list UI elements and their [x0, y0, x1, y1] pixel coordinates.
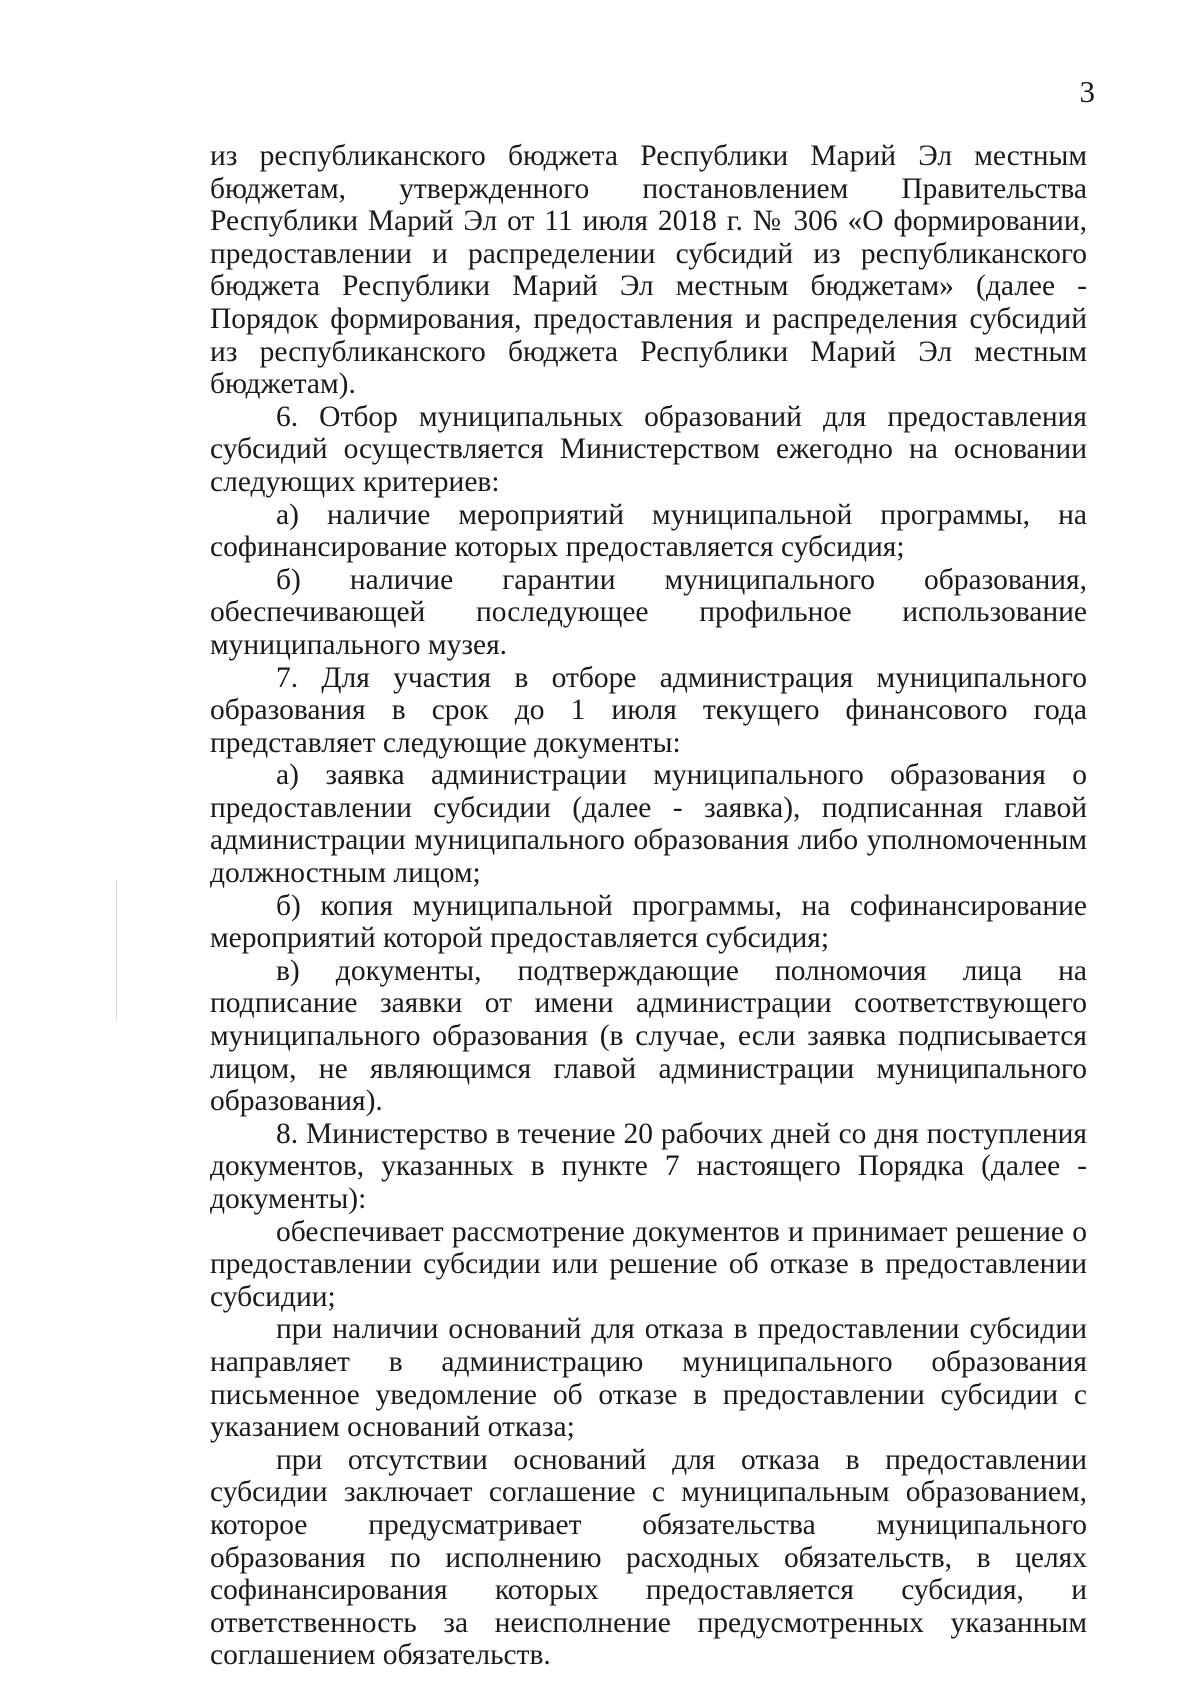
paragraph-item-8-refusal: при наличии оснований для отказа в предоставлении субсидии направляет в администрацию муниципального образования письменное уведомление об отказе в предоставлении субсидии с указанием оснований отказа;	[210, 1313, 1087, 1444]
paragraph-item-6a: а) наличие мероприятий муниципальной программы, на софинансирование которых предоставляется субсидия;	[210, 498, 1087, 564]
paragraph-continuation: из республиканского бюджета Республики Марий Эл местным бюджетам, утвержденного постановлением Правительства Республики Марий Эл от 11 июля 2018 г. № 306 «О формировании, предоставлении и распределении субсидий из республиканского бюджета Республики Марий Эл местным бюджетам» (далее - Порядок формирования, предоставления и распределения субсидий из республиканского бюджета Республики Марий Эл местным бюджетам).	[210, 140, 1087, 401]
document-body	[210, 140, 1087, 1672]
page-number: 3	[1079, 74, 1095, 109]
paragraph-item-7: 7. Для участия в отборе администрация муниципального образования в срок до 1 июля текущего финансового года представляет следующие документы:	[210, 661, 1087, 759]
paragraph-item-6: 6. Отбор муниципальных образований для предоставления субсидий осуществляется Министерством ежегодно на основании следующих критериев:	[210, 400, 1087, 498]
paragraph-item-7v: в) документы, подтверждающие полномочия лица на подписание заявки от имени администрации соответствующего муниципального образования (в случае, если заявка подписывается лицом, не являющимся главой администрации муниципального образования).	[210, 954, 1087, 1118]
paragraph-item-6b: б) наличие гарантии муниципального образования, обеспечивающей последующее профильное использование муниципального музея.	[210, 563, 1087, 661]
paragraph-item-8-review: обеспечивает рассмотрение документов и принимает решение о предоставлении субсидии или решение об отказе в предоставлении субсидии;	[210, 1215, 1087, 1313]
paragraph-item-7b: б) копия муниципальной программы, на софинансирование мероприятий которой предоставляется субсидия;	[210, 889, 1087, 955]
paragraph-item-8: 8. Министерство в течение 20 рабочих дней со дня поступления документов, указанных в пункте 7 настоящего Порядка (далее - документы):	[210, 1117, 1087, 1215]
paragraph-item-7a: а) заявка администрации муниципального образования о предоставлении субсидии (далее - заявка), подписанная главой администрации муниципального образования либо уполномоченным должностным лицом;	[210, 759, 1087, 890]
scan-artifact-line	[116, 880, 117, 1020]
paragraph-item-8-agreement: при отсутствии оснований для отказа в предоставлении субсидии заключает соглашение с муниципальным образованием, которое предусматривает обязательства муниципального образования по исполнению расходных обязательств, в целях софинансирования которых предоставляется субсидия, и ответственность за неисполнение предусмотренных указанным соглашением обязательств.	[210, 1443, 1087, 1672]
